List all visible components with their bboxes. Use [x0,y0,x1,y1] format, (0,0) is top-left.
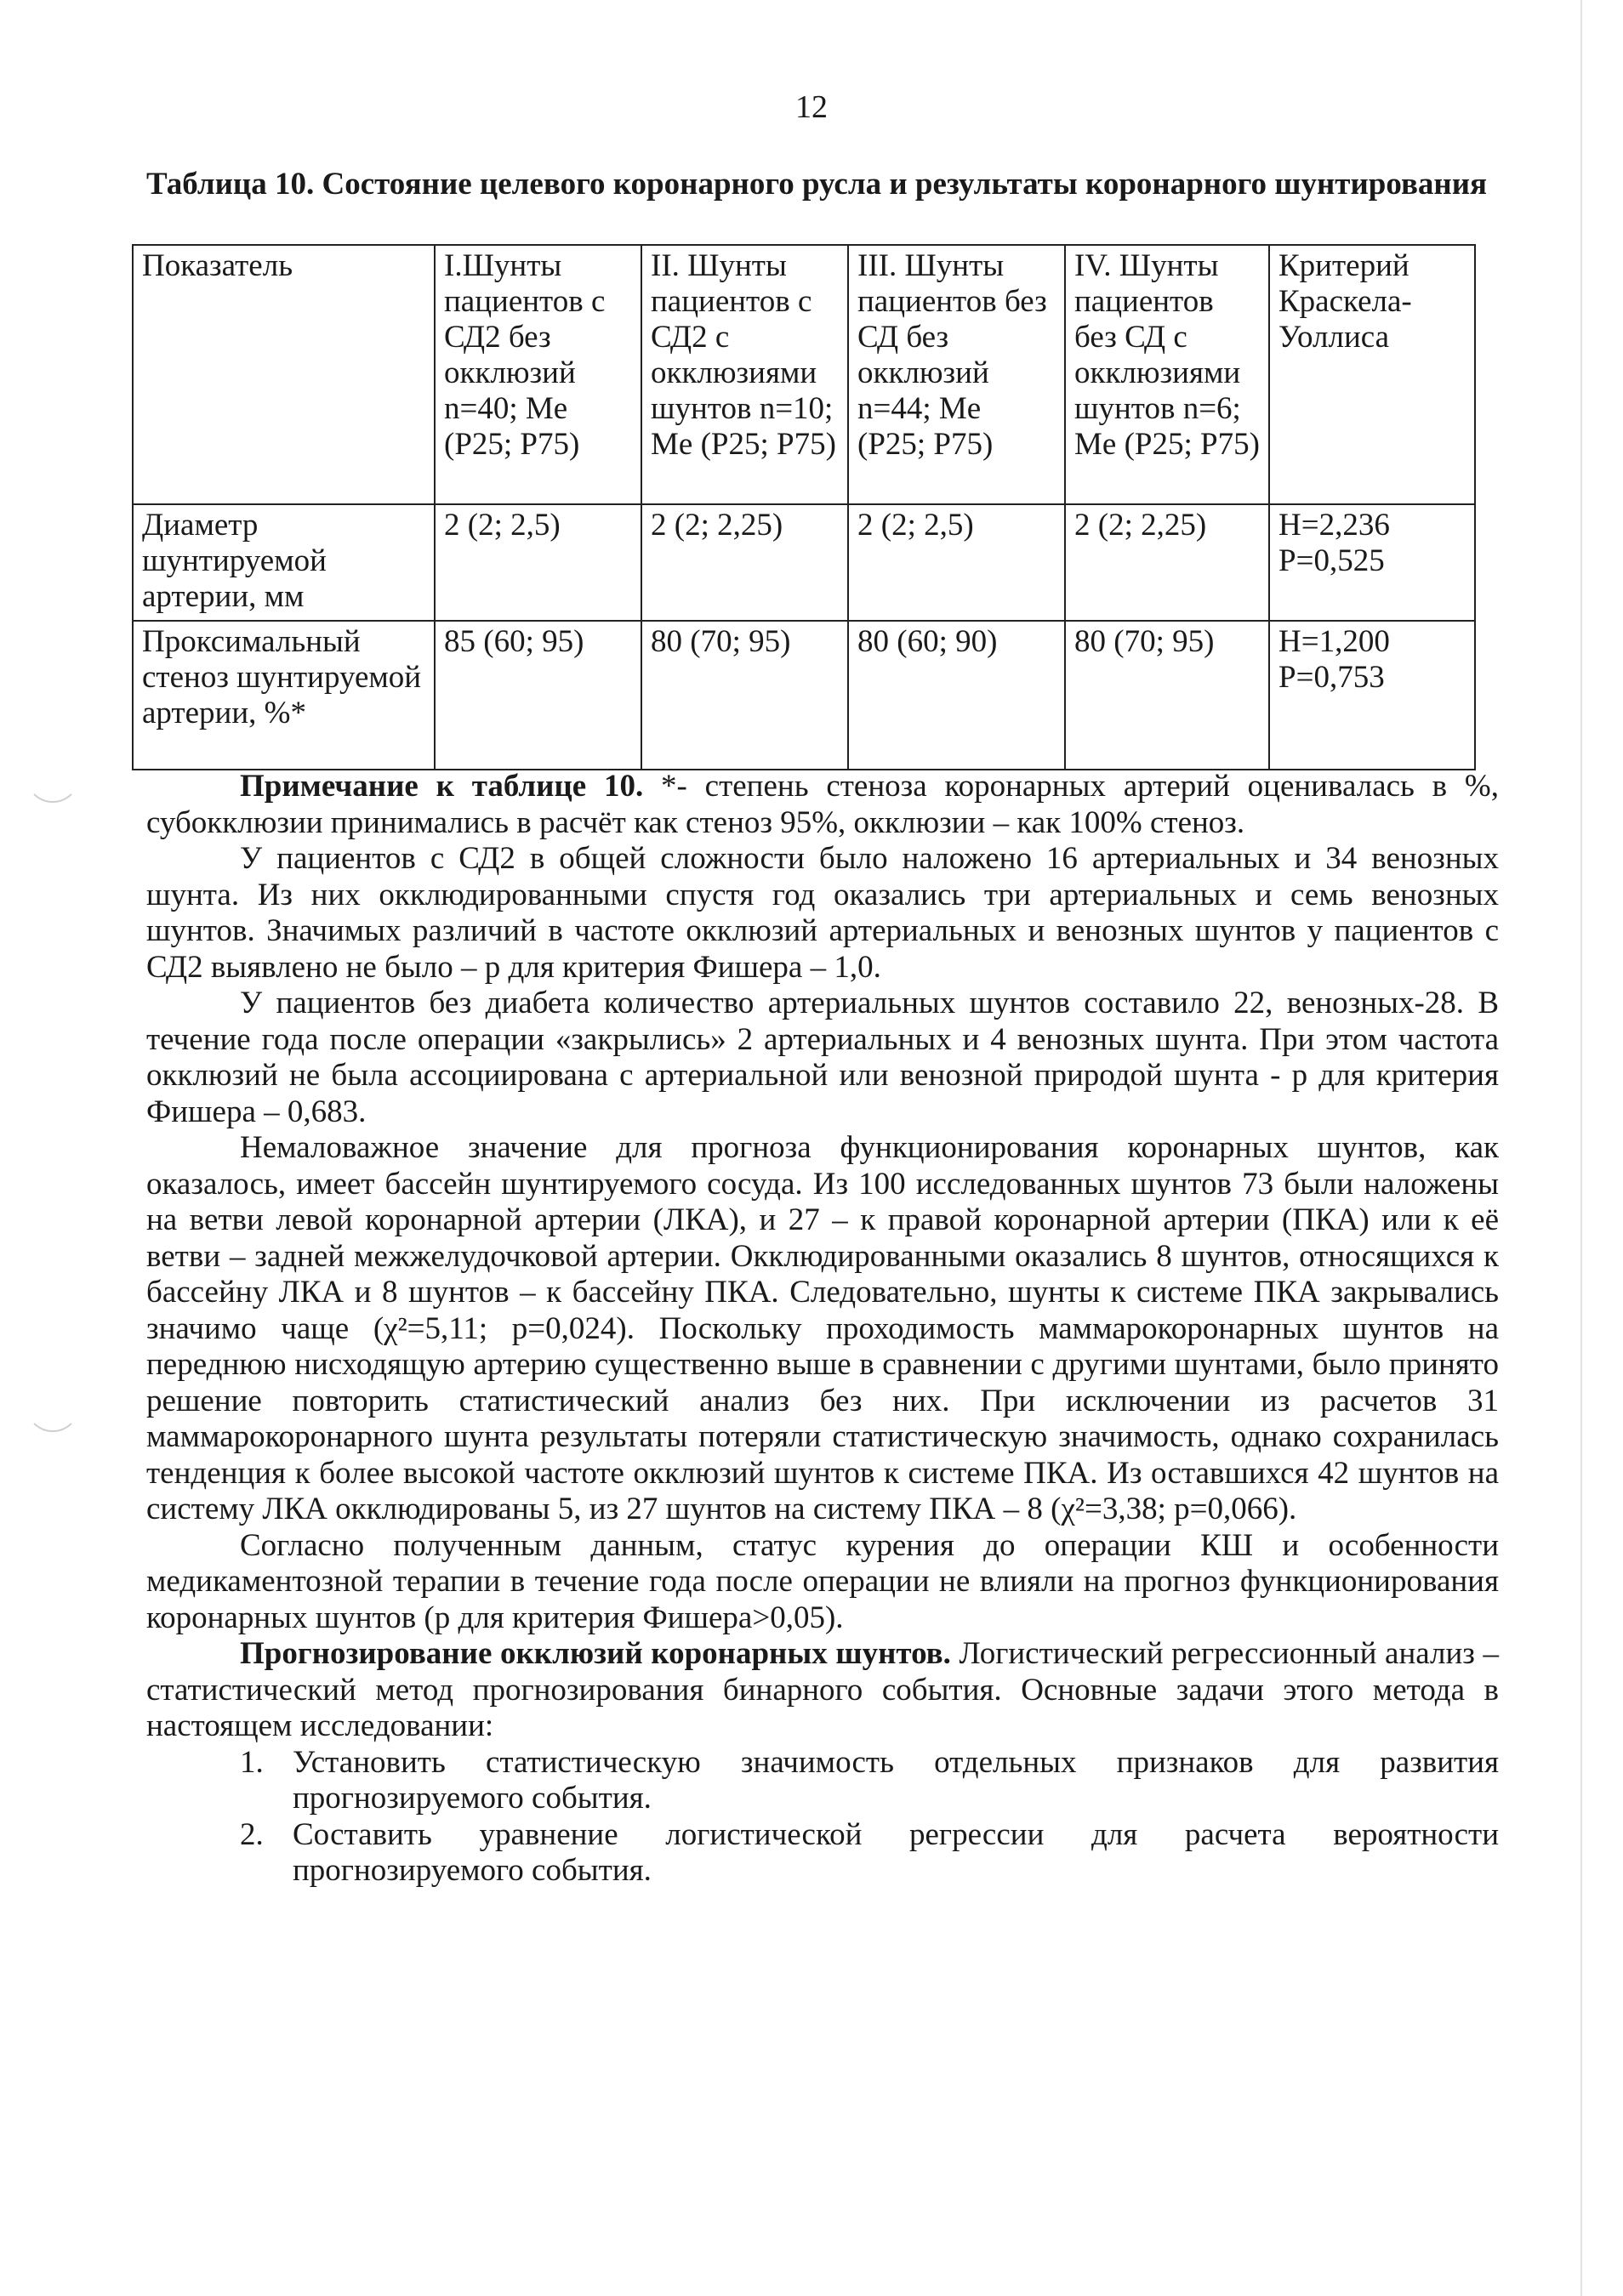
table-cell: Проксимальный стеноз шунтируемой артерии, %* [133,621,435,770]
table-header-cell: III. Шунты пациентов без СД без окклюзий n=44; Me (P25; P75) [848,245,1065,504]
table-header-row [133,245,1475,504]
note-text: *- степень стеноза коронарных артерий оценивалась в %, субокклюзии принимались в расчёт как стеноз 95%, окклюзии – как 100% стеноз. [146,769,1499,840]
list-item [146,1817,1499,1890]
table-header-cell: Показатель [133,245,435,504]
table-cell: 80 (70; 95) [641,621,848,770]
body-text [146,769,1499,1890]
section-paragraph [146,1636,1499,1745]
table-cell: 85 (60; 95) [435,621,641,770]
paragraph: Согласно полученным данным, статус курения до операции КШ и особенности медикаментозной терапии в течение года после операции не влияли на прогноз функционирования коронарных шунтов (р для критерия Фишера>0,05). [146,1527,1499,1635]
table-cell: H=2,236 P=0,525 [1269,504,1475,621]
table-note [146,769,1499,841]
table-cell: 80 (70; 95) [1065,621,1269,770]
table-cell: H=1,200 P=0,753 [1269,621,1475,770]
table-row [133,504,1475,621]
paragraph: Немаловажное значение для прогноза функционирования коронарных шунтов, как оказалось, имеет бассейн шунтируемого сосуда. Из 100 исследованных шунтов 73 были наложены на ветви левой коронарной артерии (ЛКА), и 27 – к правой коронарной артерии (ПКА) или к её ветви – задней межжелудочковой артерии. Окклюдированными оказались 8 шунтов, относящихся к бассейну ЛКА и 8 шунтов – к бассейну ПКА. Следовательно, шунты к системе ПКА закрывались значимо чаще (χ²=5,11; р=0,024). Поскольку проходимость маммарокоронарных шунтов на переднюю нисходящую артерию существенно выше в сравнении с другими шунтами, было принято решение повторить статистический анализ без них. При исключении из расчетов 31 маммарокоронарного шунта результаты потеряли статистическую значимость, однако сохранилась тенденция к более высокой частоте окклюзий шунтов к системе ПКА. Из оставшихся 42 шунтов на систему ЛКА окклюдированы 5, из 27 шунтов на систему ПКА – 8 (χ²=3,38; р=0,066). [146,1130,1499,1526]
list-item-text: Установить статистическую значимость отдельных признаков для развития прогнозируемого события. [293,1744,1499,1816]
paragraph: У пациентов с СД2 в общей сложности было наложено 16 артериальных и 34 венозных шунта. Из них окклюдированными спустя год оказались три артериальных и семь венозных шунтов. Значимых различий в частоте окклюзий артериальных и венозных шунтов у пациентов с СД2 выявлено не было – р для критерия Фишера – 1,0. [146,841,1499,985]
table-title: Таблица 10. Состояние целевого коронарного русла и результаты коронарного шунтирования [146,167,1488,202]
list-item-number: 1. [240,1744,264,1780]
task-list [146,1745,1499,1890]
list-item-text: Составить уравнение логистической регрессии для расчета вероятности прогнозируемого события. [293,1816,1499,1888]
paragraph: У пациентов без диабета количество артериальных шунтов составило 22, венозных-28. В течение года после операции «закрылись» 2 артериальных и 4 венозных шунта. При этом частота окклюзий не была ассоциирована с артериальной или венозной природой шунта - р для критерия Фишера – 0,683. [146,986,1499,1129]
page-number: 12 [795,89,828,125]
section-heading: Прогнозирование окклюзий коронарных шунтов. [240,1636,951,1671]
table-header-cell: IV. Шунты пациентов без СД с окклюзиями шунтов n=6; Me (P25; P75) [1065,245,1269,504]
table-cell: 2 (2; 2,25) [641,504,848,621]
table-cell: 2 (2; 2,25) [1065,504,1269,621]
table-cell: 2 (2; 2,5) [435,504,641,621]
list-item-number: 2. [240,1816,264,1852]
note-label: Примечание к таблице 10. [240,769,644,804]
punch-hole-mark [26,1378,80,1432]
results-table [132,244,1476,770]
table-row [133,621,1475,770]
table-header-cell: I.Шунты пациентов с СД2 без окклюзий n=40; Me (P25; P75) [435,245,641,504]
scan-edge-line [1580,0,1582,2296]
table-header-cell: Критерий Краскела-Уоллиса [1269,245,1475,504]
table-cell: Диаметр шунтируемой артерии, мм [133,504,435,621]
list-item [146,1745,1499,1817]
table-header-cell: II. Шунты пациентов с СД2 с окклюзиями шунтов n=10; Me (P25; P75) [641,245,848,504]
table-cell: 80 (60; 90) [848,621,1065,770]
section-text: Логистический регрессионный анализ – статистический метод прогнозирования бинарного события. Основные задачи этого метода в настоящем исследовании: [146,1636,1500,1743]
punch-hole-mark [26,748,80,803]
table-cell: 2 (2; 2,5) [848,504,1065,621]
